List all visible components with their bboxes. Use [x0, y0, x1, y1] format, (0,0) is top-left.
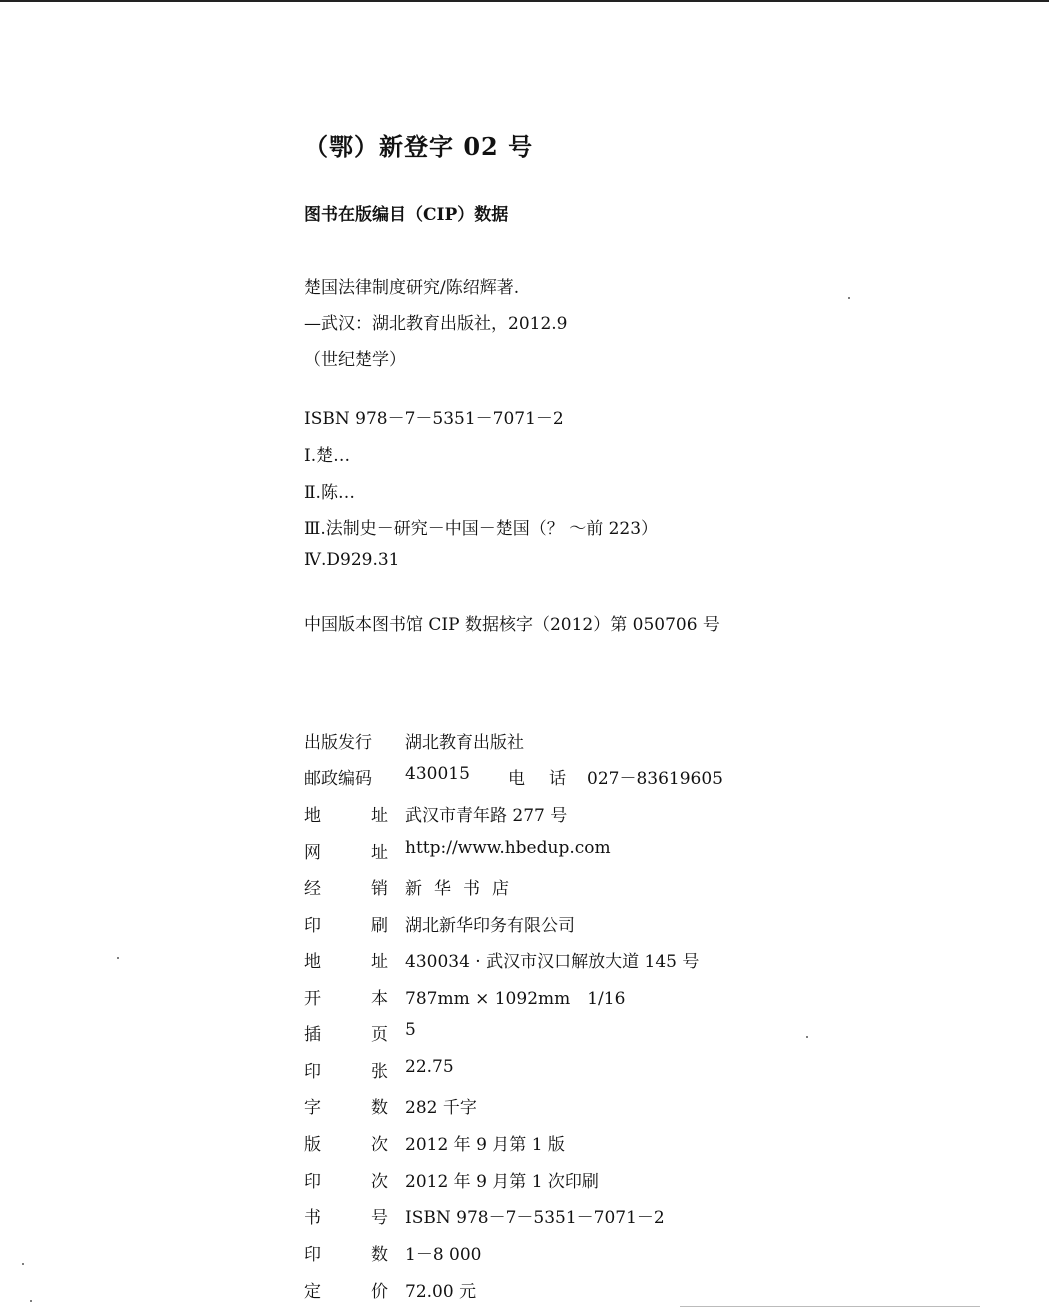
label-char: 址	[371, 843, 388, 863]
scan-speck	[848, 297, 850, 299]
label-char: 书	[304, 1208, 321, 1228]
label-char: 本	[371, 989, 388, 1009]
info-label	[304, 1093, 388, 1118]
info-value: 22.75	[405, 1057, 454, 1077]
label-char: 刷	[371, 916, 388, 936]
cip-heading: 图书在版编目（CIP）数据	[304, 205, 509, 225]
info-value: 430015	[405, 764, 470, 784]
info-label	[304, 1240, 388, 1265]
label-char: 销	[371, 879, 388, 899]
cip-series-line: （世纪楚学）	[304, 350, 406, 370]
cip-publisher-line: —武汉：湖北教育出版社，2012.9	[304, 314, 568, 334]
scan-speck	[22, 1263, 24, 1265]
cip-title-line: 楚国法律制度研究/陈绍辉著.	[304, 278, 520, 298]
website-value: http://www.hbedup.com	[405, 838, 611, 858]
label-char: 印	[304, 1245, 321, 1265]
info-value: 2012 年 9 月第 1 次印刷	[405, 1172, 599, 1192]
cip-subject-4: Ⅳ.D929.31	[304, 550, 400, 570]
cip-subject-2: Ⅱ.陈…	[304, 483, 355, 503]
label-char: 插	[304, 1025, 321, 1045]
cip-subject-1: Ⅰ.楚…	[304, 446, 351, 466]
cip-subject-3: Ⅲ.法制史－研究－中国－楚国（？ ～前 223）	[304, 519, 659, 539]
label-char: 话	[549, 769, 566, 789]
telephone-label	[508, 764, 566, 789]
info-value: 72.00 元	[405, 1282, 477, 1302]
info-label: 邮政编码	[304, 769, 372, 789]
bottom-rule	[680, 1306, 980, 1307]
label-char: 张	[371, 1062, 388, 1082]
scan-speck	[117, 957, 119, 959]
telephone-value: 027－83619605	[587, 769, 723, 789]
label-char: 印	[304, 916, 321, 936]
label-char: 印	[304, 1172, 321, 1192]
info-label	[304, 838, 388, 863]
top-border	[0, 0, 1049, 2]
label-char: 页	[371, 1025, 388, 1045]
info-label	[304, 911, 388, 936]
cip-check-number: 中国版本图书馆 CIP 数据核字（2012）第 050706 号	[304, 615, 720, 635]
info-value: ISBN 978－7－5351－7071－2	[405, 1208, 665, 1228]
scan-speck	[806, 1036, 808, 1038]
info-label	[304, 1130, 388, 1155]
info-label	[304, 1203, 388, 1228]
info-label	[304, 1167, 388, 1192]
label-char: 开	[304, 989, 321, 1009]
info-value: 282 千字	[405, 1098, 477, 1118]
registration-number: （鄂）新登字 02 号	[304, 132, 534, 161]
label-char: 网	[304, 843, 321, 863]
label-char: 价	[371, 1282, 388, 1302]
label-char: 电	[508, 769, 525, 789]
label-char: 次	[371, 1172, 388, 1192]
label-char: 经	[304, 879, 321, 899]
label-char: 次	[371, 1135, 388, 1155]
info-label	[304, 1277, 388, 1302]
info-value: 湖北教育出版社	[405, 733, 524, 753]
info-value: 武汉市青年路 277 号	[405, 806, 568, 826]
label-char: 定	[304, 1282, 321, 1302]
label-char: 字	[304, 1098, 321, 1118]
info-label	[304, 801, 388, 826]
info-value: 430034 · 武汉市汉口解放大道 145 号	[405, 952, 700, 972]
label-char: 号	[371, 1208, 388, 1228]
info-value: 5	[405, 1020, 416, 1040]
label-char: 地	[304, 806, 321, 826]
label-char: 数	[371, 1098, 388, 1118]
info-label	[304, 874, 388, 899]
info-label	[304, 984, 388, 1009]
label-char: 址	[371, 806, 388, 826]
label-char: 地	[304, 952, 321, 972]
info-value: 2012 年 9 月第 1 版	[405, 1135, 565, 1155]
label-char: 数	[371, 1245, 388, 1265]
scan-speck	[30, 1300, 32, 1302]
info-label	[304, 947, 388, 972]
info-value: 1－8 000	[405, 1245, 482, 1265]
info-value: 787mm × 1092mm 1/16	[405, 989, 626, 1009]
cip-isbn-line: ISBN 978－7－5351－7071－2	[304, 409, 564, 429]
info-label	[304, 1020, 388, 1045]
info-label: 出版发行	[304, 733, 372, 753]
info-label	[304, 1057, 388, 1082]
label-char: 版	[304, 1135, 321, 1155]
label-char: 印	[304, 1062, 321, 1082]
info-value: 湖北新华印务有限公司	[405, 916, 575, 936]
label-char: 址	[371, 952, 388, 972]
info-value: 新华书店	[405, 879, 521, 899]
